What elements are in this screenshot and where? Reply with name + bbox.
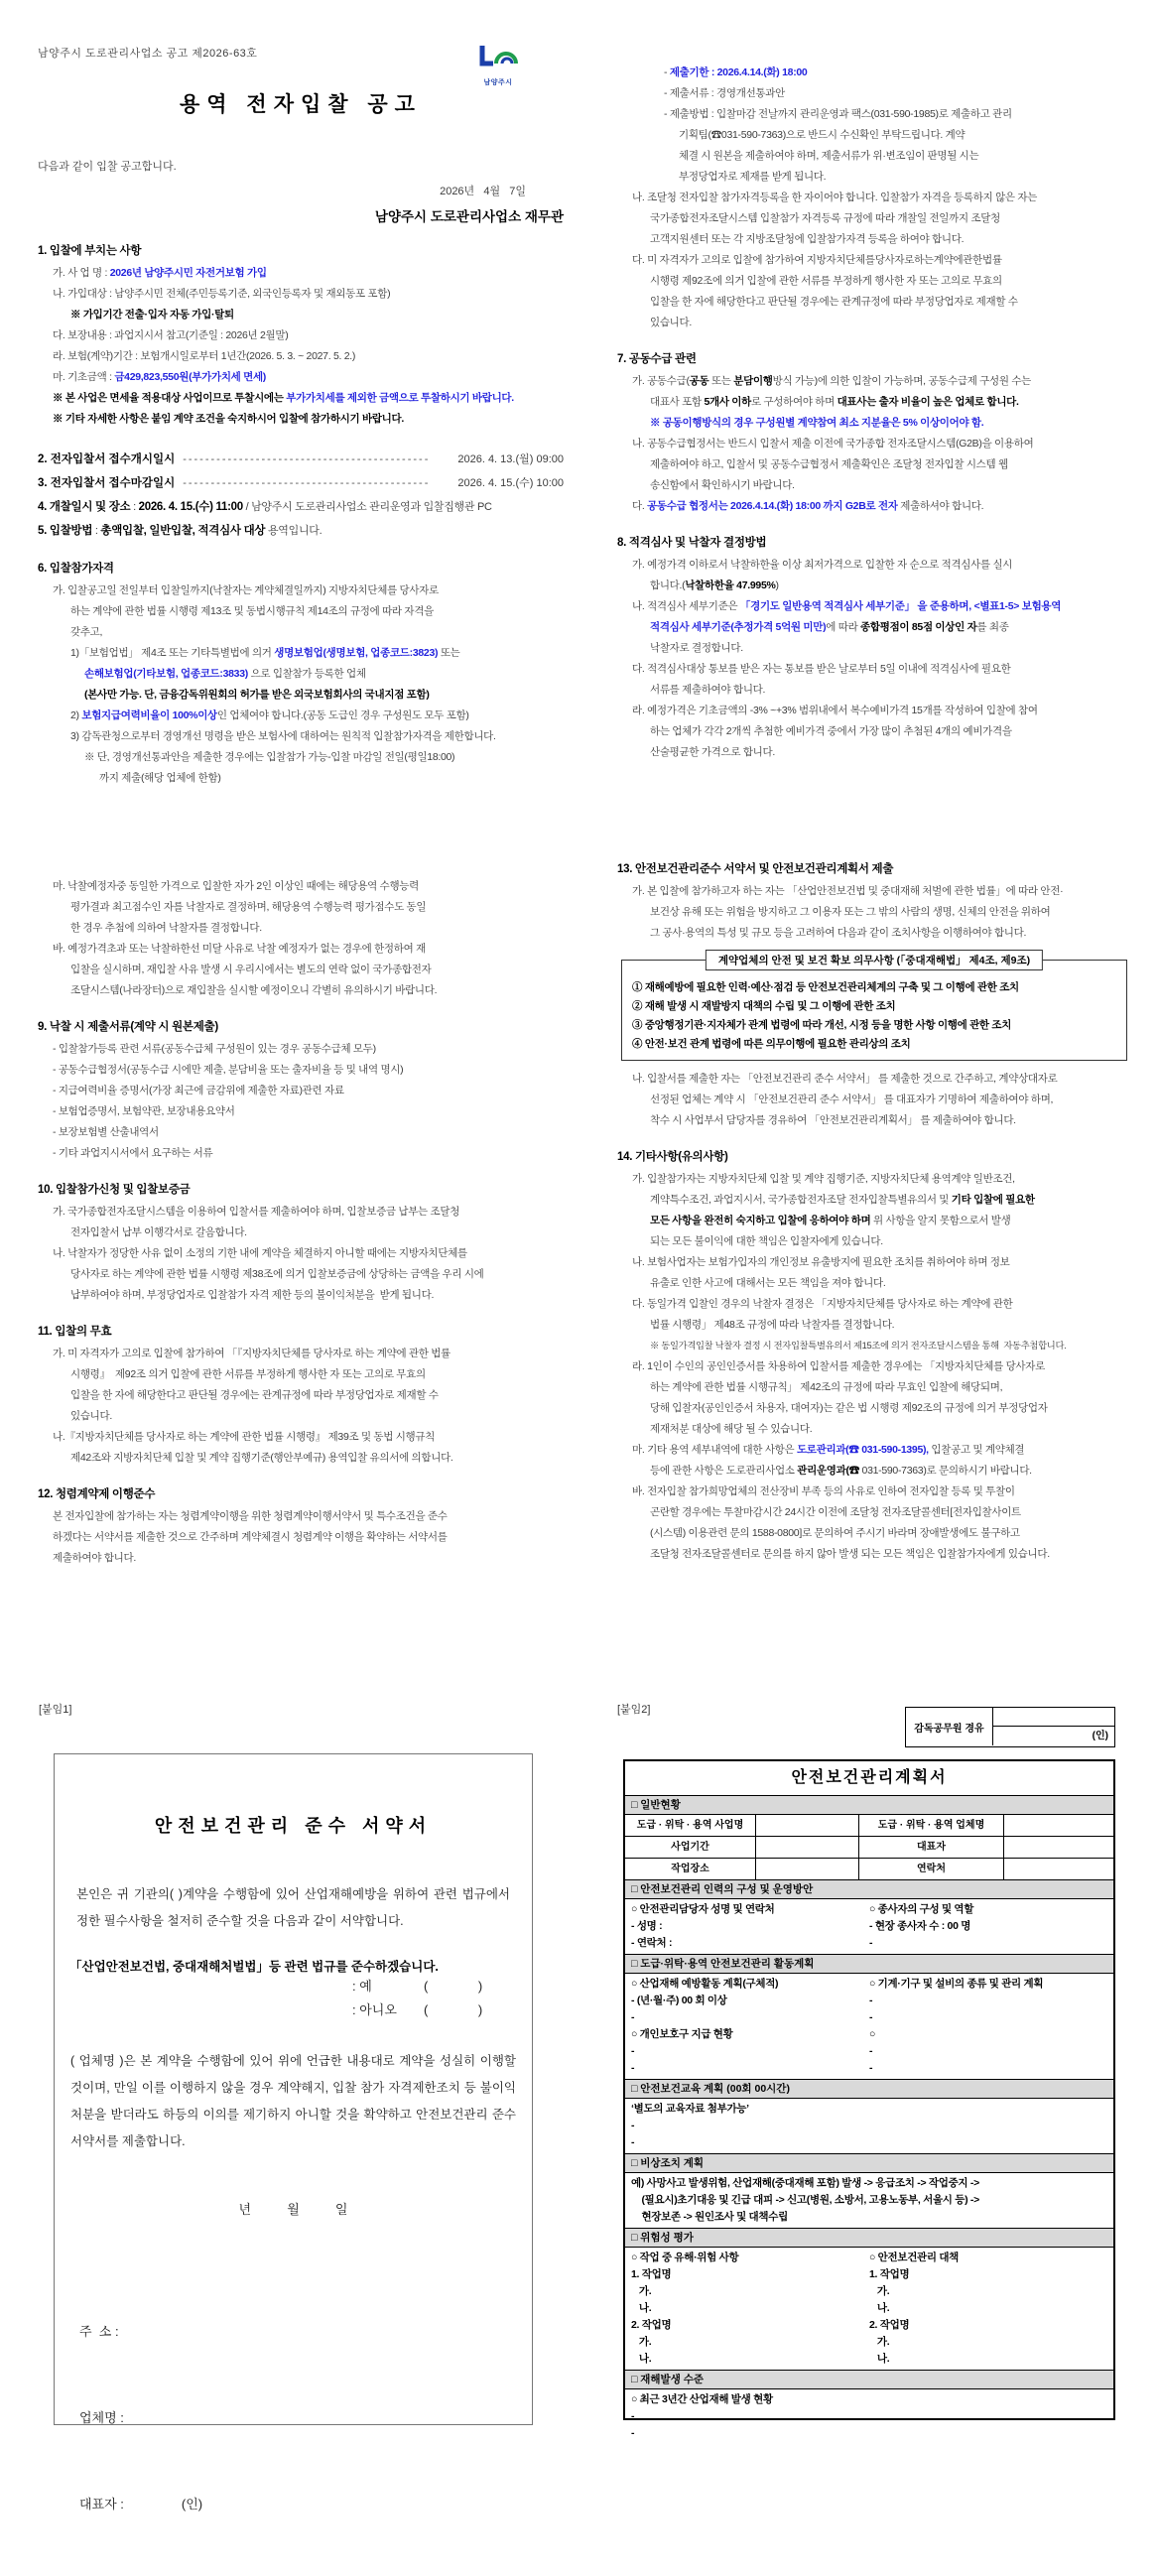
ceo-line: [79, 2490, 532, 2518]
pledge-law-line: 「산업안전보건법, 중대재해처벌법」등 관련 법규를 준수하겠습니다.: [69, 1960, 439, 1974]
plan-section-header: □ 위험성 평가: [625, 2229, 1113, 2248]
text-line: 가. 예정가격 이하로서 낙찰하한율 이상 최저가격으로 입찰한 자 순으로 적격심사를 실시: [632, 559, 1013, 571]
text-line: 대표사 포함 5개사 이하로 구성하여야 하며 대표사는 출자 비율이 높은 업체로 합니다.: [650, 396, 1019, 408]
text-line: 선정된 업체는 계약 시 「안전보건관리 준수 서약서」 를 대표자가 기명하여 제출하여야 하며,: [650, 1094, 1054, 1105]
text-line: 있습니다.: [650, 317, 692, 328]
attachment2-label: [붙임2]: [617, 1704, 651, 1716]
pledge-paragraph-1: 본인은 귀 기관의( )계약을 수행함에 있어 산업재해예방을 위하여 관련 법규에서 정한 필수사항을 철저히 준수할 것을 다음과 같이 서약합니다.: [76, 1887, 510, 1928]
text-line: 나. 입찰서를 제출한 자는 「안전보건관리 준수 서약서」 를 제출한 것으로 간주하고, 계약상대자로: [632, 1073, 1058, 1085]
text-line: 유출로 인한 사고에 대해서는 모든 책임을 져야 합니다.: [650, 1277, 886, 1289]
left-column: [38, 45, 564, 1569]
text-line: 바. 예정가격초과 또는 낙찰하한선 미달 사유로 낙찰 예정자가 없는 경우에 한정하여 재: [53, 943, 426, 955]
text-line: 조달청 전자조달콜센터로 문의를 하지 않아 발생 되는 모든 책임은 입찰참가자에게 있습니다.: [650, 1548, 1050, 1560]
plan-line: 나.: [869, 2302, 890, 2314]
text-line: 가. 입찰참가자는 지방자치단체 입찰 및 계약 집행기준, 지방자치단체 용역계약 일반조건,: [632, 1173, 1015, 1185]
plan-line: -: [631, 2120, 635, 2131]
plan-line: 1. 작업명: [631, 2268, 672, 2280]
text-line: 하는 계약에 관한 법률 시행규칙」 제42조의 규정에 따라 무효인 입찰에 해당되며,: [650, 1381, 1003, 1393]
yes-label: : 예: [352, 1979, 372, 1994]
plan-line: -: [631, 2427, 635, 2439]
text-line: ※ 동일가격입찰 낙찰자 결정 시 전자입찰특별유의서 제15조에 의거 전자조달시스템을 통해 자동추첨합니다.: [650, 1341, 1067, 1351]
section-heading: 7. 공동수급 관련: [617, 353, 697, 365]
text-line: 다. 동일가격 입찰인 경우의 낙찰자 결정은 「지방자치단체를 당사자로 하는 계약에 관한: [632, 1298, 1013, 1310]
plan-column: [869, 1976, 1107, 2077]
seal-mark: (인): [181, 2497, 203, 2512]
text-line: 모든 사항을 완전히 숙지하고 입찰에 응하여야 하며 위 사항을 알지 못함으로서 발생: [650, 1215, 1011, 1226]
plan-field-value: [1004, 1815, 1113, 1837]
intro-line: 다음과 같이 입찰 공고합니다.: [38, 161, 177, 173]
plan-line: -: [869, 1937, 873, 1949]
plan-line: 2. 작업명: [869, 2319, 910, 2331]
plan-field-label: 대표자: [859, 1837, 1004, 1859]
section-heading: 13. 안전보건관리준수 서약서 및 안전보건관리계획서 제출: [617, 863, 894, 875]
plan-sections: [625, 1880, 1113, 2444]
text-line: 제42조와 지방자치단체 입찰 및 계약 집행기준(행안부예규) 용역입찰 유의서에 의합니다.: [70, 1452, 453, 1464]
plan-line: -: [631, 2045, 635, 2057]
issuer-name: 남양주시 도로관리사업소 재무관: [374, 209, 564, 224]
plan-line: 나.: [869, 2353, 890, 2365]
plan-column: [869, 2250, 1107, 2368]
plan-line: 가.: [869, 2336, 890, 2348]
plan-section-content: [625, 2389, 1113, 2444]
document-title: 용역 전자입찰 공고: [180, 93, 422, 116]
text-line: - 제출방법 : 입찰마감 전날까지 관리운영과 팩스(031-590-1985)로 제출하고 관리: [664, 108, 1012, 120]
plan-title: 안전보건관리계획서: [625, 1761, 1113, 1796]
pledge-no-row: [352, 1998, 532, 2022]
pledge-date-line: 년 월 일: [238, 2202, 348, 2217]
plan-line: 나.: [631, 2353, 652, 2365]
schedule-part: --------------------------------------------: [183, 477, 431, 489]
company-line: 업체명 :: [79, 2410, 124, 2425]
plan-line: -: [631, 2011, 635, 2023]
text-line: 평가결과 최고점수인 자를 낙찰자로 결정하며, 해당용역 수행능력 평가점수도 동일: [70, 901, 427, 913]
plan-line: -: [631, 2410, 635, 2422]
text-line: 등에 관한 사항은 도로관리사업소 관리운영과(☎ 031-590-7363)로 문의하시기 바랍니다.: [650, 1465, 1032, 1477]
plan-field-label: 사업기간: [625, 1837, 756, 1859]
plan-section-header: □ 재해발생 수준: [625, 2371, 1113, 2389]
left-column-body: [38, 240, 564, 1569]
text-line: 한 경우 추첨에 의하여 낙찰자를 결정합니다.: [70, 922, 262, 934]
section-heading: 14. 기타사항(유의사항): [617, 1151, 728, 1163]
text-line: 나. 보험사업자는 보험가입자의 개인정보 유출방지에 필요한 조치를 취하여야 하며 정보: [632, 1256, 1010, 1268]
pledge-title: 안전보건관리 준수 서약서: [154, 1816, 433, 1836]
text-line: 2) 보험지급여력비율이 100%이상인 업체여야 합니다.(공동 도급인 경우 구성원도 모두 포함): [70, 709, 469, 721]
plan-line: 1. 작업명: [869, 2268, 910, 2280]
plan-field-value: [1004, 1859, 1113, 1880]
address-line: 주 소 :: [79, 2324, 119, 2339]
text-line: 가. 국가종합전자조달시스템을 이용하여 입찰서를 제출하여야 하며, 입찰보증금 납부는 조달청: [53, 1206, 460, 1218]
text-line: 산술평균한 가격으로 합니다.: [650, 746, 775, 758]
schedule-row: [38, 448, 564, 471]
plan-line: 현장보존 -> 원인조사 및 대책수립: [631, 2211, 788, 2223]
text-line: 가. 입찰공고일 전일부터 입찰일까지(낙찰자는 계약체결일까지) 지방자치단체를 당사자로: [53, 584, 439, 596]
section-heading: 1. 입찰에 부치는 사항: [38, 245, 142, 257]
plan-section-content: [625, 2173, 1113, 2229]
text-line: 계약특수조건, 과업지시서, 국가종합전자조달 전자입찰특별유의서 및 기타 입찰에 필요한: [650, 1194, 1035, 1206]
text-line: 낙찰자로 결정합니다.: [650, 642, 743, 654]
plan-line: ○ 최근 3년간 산업재해 발생 현황: [631, 2393, 773, 2405]
text-line: - 입찰참가등록 관련 서류(공동수급체 구성원이 있는 경우 공동수급체 모두): [53, 1043, 376, 1055]
text-line: 하는 업체가 각각 2개씩 추첨한 예비가격 중에서 가장 많이 추첨된 4개의 예비가격을: [650, 725, 1012, 737]
duty-box-title: 계약업체의 안전 및 보건 확보 의무사항 (「중대재해법」 제4조, 제9조): [706, 950, 1043, 970]
schedule-part: --------------------------------------------: [183, 453, 431, 465]
text-line: 다. 적격심사대상 통보를 받은 자는 통보를 받은 날로부터 5일 이내에 적격심사에 필요한: [632, 663, 1011, 675]
schedule-part: 3. 전자입찰서 접수마감일시: [38, 477, 176, 489]
plan-field-label: 도급 · 위탁 · 용역 업체명: [859, 1815, 1004, 1837]
text-line: 제출하여야 합니다.: [53, 1552, 136, 1564]
plan-line: 나.: [631, 2302, 652, 2314]
plan-field-value: [756, 1859, 859, 1880]
supervisor-label: 감독공무원 경유: [906, 1708, 993, 1745]
text-line: - 보험업증명서, 보험약관, 보장내용요약서: [53, 1105, 235, 1117]
text-line: 제출하여야 하고, 입찰서 및 공동수급협정서 제출확인은 조달청 전자입찰 시스템 웹: [650, 458, 1008, 470]
plan-line: 가.: [631, 2336, 652, 2348]
text-line: 입찰을 한 자에 해당한다고 판단될 경우에는 관계규정에 따라 부정당업자로 제재할 수: [650, 296, 1018, 308]
text-line: 법률 시행령」 제48조 규정에 따라 낙찰자를 결정합니다.: [650, 1319, 895, 1331]
section-heading: 9. 낙찰 시 제출서류(계약 시 원본제출): [38, 1021, 218, 1033]
section-heading: 8. 적격심사 및 낙찰자 결정방법: [617, 537, 767, 549]
text-line: 하는 계약에 관한 법률 시행령 제13조 및 동법시행규칙 제14조의 규정에 따라 자격을: [70, 605, 434, 617]
plan-field-label: 작업장소: [625, 1859, 756, 1880]
plan-section-header: □ 도급·위탁·용역 안전보건관리 활동계획: [625, 1955, 1113, 1974]
text-line: 라. 보험(계약)기간 : 보험개시일로부터 1년간(2026. 5. 3. ~ 2027. 5. 2.): [53, 350, 356, 362]
duty-item: ① 재해예방에 필요한 인력·예산·점검 등 안전보건관리체계의 구축 및 그 이행에 관한 조치: [632, 981, 1019, 993]
text-line: (시스템) 이용관련 문의 1588-0800]로 문의하여 주시기 바라며 장애발생에도 불구하고: [650, 1527, 1020, 1539]
text-line: ※ 단, 경영개선통과안을 제출한 경우에는 입찰참가 가능-입찰 마감일 전일(평일18:00): [84, 751, 455, 763]
stamp-empty-cell: [993, 1708, 1114, 1727]
plan-line: -: [869, 2011, 873, 2023]
text-line: 부정당업자로 제재를 받게 됩니다.: [679, 171, 827, 183]
plan-box: [623, 1759, 1115, 2439]
plan-line: ○ 산업재해 예방활동 계획(구체적): [631, 1978, 779, 1990]
text-line: 나. 적격심사 세부기준은 「경기도 일반용역 적격심사 세부기준」 을 준용하며, <별표1-5> 보험용역: [632, 600, 1062, 612]
no-blank-field: ( ): [424, 2002, 483, 2017]
section-heading: 11. 입찰의 무효: [38, 1326, 112, 1338]
stamp-seal-cell: (인): [1092, 1731, 1108, 1741]
text-line: 마. 낙찰예정자중 동일한 가격으로 입찰한 자가 2인 이상인 때에는 해당용역 수행능력: [53, 880, 419, 892]
text-line: 하겠다는 서약서를 제출한 것으로 간주하며 계약체결시 청렴계약 이행을 확약하는 서약서를: [53, 1531, 448, 1543]
plan-field-value: [1004, 1837, 1113, 1859]
text-line: 입찰을 한 자에 해당한다고 판단될 경우에는 관계규정에 따라 부정당업자로 제재할 수: [70, 1389, 439, 1401]
schedule-part: 2. 전자입찰서 접수개시일시: [38, 453, 176, 465]
text-line: 마. 기초금액 : 금429,823,550원(부가가치세 면세): [53, 371, 267, 383]
text-line: 당사자로 하는 계약에 관한 법률 시행령 제38조에 의거 입찰보증금에 상당하는 금액을 우리 시에: [70, 1268, 484, 1280]
text-line: 곤란할 경우에는 투찰마감시간 24시간 이전에 조달청 전자조달콜센터[전자입찰사이트: [650, 1506, 1021, 1518]
plan-line: (필요시)초기대응 및 긴급 대피 -> 신고(병원, 소방서, 고용노동부, 서울시 등) ->: [631, 2194, 979, 2206]
plan-section-content: [625, 1899, 1113, 1955]
plan-line: -: [631, 2136, 635, 2148]
text-line: 입찰을 실시하며, 재입찰 사유 발생 시 우리시에서는 별도의 연락 없이 국가종합전자: [70, 964, 432, 975]
text-line: 5. 입찰방법 : 총액입찰, 일반입찰, 적격심사 대상 용역입니다.: [38, 525, 322, 537]
attachment1-label: [붙임1]: [39, 1704, 72, 1716]
text-line: 기획팀(☎031-590-7363)으로 반드시 수신확인 부탁드립니다. 계약: [679, 129, 966, 141]
text-line: 체결 시 원본을 제출하여야 하며, 제출서류가 위·변조임이 판명될 시는: [679, 150, 979, 162]
plan-line: - 성명 :: [631, 1920, 663, 1932]
text-line: 당해 입찰자(공인인증서 차용자, 대여자)는 같은 법 시행령 제92조의 규정에 의거 부정당업자: [650, 1402, 1048, 1414]
text-line: 나. 낙찰자가 정당한 사유 없이 소정의 기한 내에 계약을 체결하지 아니할 때에는 지방자치단체를: [53, 1247, 467, 1259]
plan-line: - (년·월·주) 00 회 이상: [631, 1995, 727, 2006]
text-line: ※ 공동이행방식의 경우 구성원별 계약참여 최소 지분율은 5% 이상이어야 함.: [650, 417, 984, 429]
text-line: 손해보험업(기타보험, 업종코드:3833) 으로 입찰참가 등록한 업체: [84, 668, 366, 680]
text-line: 시행령』 제92조 의거 입찰에 관한 서류를 부정하게 행사한 자 또는 고의로 무효의: [70, 1368, 426, 1380]
plan-general-table: [625, 1815, 1113, 1880]
text-line: 나. 조달청 전자입찰 참가자격등록을 한 자이어야 합니다. 입찰참가 자격을 등록하지 않은 자는: [632, 192, 1038, 203]
plan-section-content: [625, 2099, 1113, 2154]
text-line: 있습니다.: [70, 1410, 112, 1422]
notice-number: 남양주시 도로관리사업소 공고 제2026-63호: [38, 48, 258, 60]
text-line: 서류를 제출하여야 합니다.: [650, 684, 766, 696]
duty-item: ③ 중앙행정기관·지자체가 관계 법령에 따라 개선, 시정 등을 명한 사항 이행에 관한 조치: [632, 1019, 1012, 1031]
text-line: - 보장보험별 산출내역서: [53, 1126, 159, 1138]
text-line: ※ 본 사업은 면세율 적용대상 사업이므로 투찰시에는 부가가치세를 제외한 금액으로 투찰하시기 바랍니다.: [53, 392, 514, 404]
text-line: 나. 공동수급협정서는 반드시 입찰서 제출 이전에 국가종합 전자조달시스템(G2B)을 이용하여: [632, 438, 1034, 450]
plan-line: ○ 기계·기구 및 설비의 종류 및 관리 계획: [869, 1978, 1044, 1990]
text-line: 적격심사 세부기준(추정가격 5억원 미만)에 따라 종합평점이 85점 이상인 자를 최종: [650, 621, 1009, 633]
plan-section-header: □ 안전보건관리 인력의 구성 및 운영방안: [625, 1880, 1113, 1899]
plan-line: 가.: [631, 2285, 652, 2297]
plan-field-label: 도급 · 위탁 · 용역 사업명: [625, 1815, 756, 1837]
plan-section-content: [625, 2248, 1113, 2371]
plan-column: [631, 2250, 869, 2368]
text-line: 가. 사 업 명 : 2026년 남양주시민 자전거보험 가입: [53, 267, 267, 279]
text-line: 가. 공동수급(공동 또는 분담이행방식 가능)에 의한 입찰이 가능하며, 공동수급제 구성원 수는: [632, 375, 1032, 387]
yes-blank-field: ( ): [424, 1979, 483, 1994]
text-line: 고객지원센터 또는 각 지방조달청에 입찰참가자격 등록을 하여야 합니다.: [650, 233, 965, 245]
text-line: - 제출기한 : 2026.4.14.(화) 18:00: [664, 66, 808, 78]
plan-field-label: 연락처: [859, 1859, 1004, 1880]
plan-column: [631, 1976, 869, 2077]
text-line: - 공동수급협정서(공동수급 시에만 제출, 분담비율 또는 출자비율 등 및 내역 명시): [53, 1064, 404, 1076]
plan-line: -: [631, 2062, 635, 2074]
schedule-row: [38, 471, 564, 495]
plan-general-header: □ 일반현황: [625, 1796, 1113, 1815]
plan-column: [869, 1901, 1107, 1952]
text-line: 제재처분 대상에 해당 될 수 있습니다.: [650, 1423, 813, 1435]
text-line: 갖추고,: [70, 626, 103, 638]
text-line: 송신함에서 확인하시기 바랍니다.: [650, 479, 795, 491]
text-line: 전자입찰서 납부 이행각서로 갈음합니다.: [70, 1226, 247, 1238]
ceo-label: 대표자 :: [79, 2497, 124, 2512]
text-line: 4. 개찰일시 및 장소 : 2026. 4. 15.(수) 11:00 / 남양주시 도로관리사업소 관리운영과 입찰집행관 PC: [38, 501, 492, 513]
plan-column: [631, 1901, 869, 1952]
plan-line: ‘별도의 교육자료 첨부가능’: [631, 2103, 749, 2115]
text-line: 나. 가입대상 : 남양주시민 전체(주민등록기준, 외국인등록자 및 재외동포 포함): [53, 288, 391, 300]
plan-line: 예) 사망사고 발생위험, 산업재해(중대재해 포함) 발생 -> 응급조치 -> 작업중지 ->: [631, 2177, 979, 2189]
pledge-signature-block: [79, 2259, 532, 2576]
text-line: 합니다.(낙찰하한율 47.995%): [650, 580, 779, 591]
plan-line: -: [869, 1995, 873, 2006]
pledge-yes-row: [352, 1975, 532, 1998]
plan-line: ○ 작업 중 유해·위험 사항: [631, 2252, 739, 2263]
text-line: 3) 감독관청으로부터 경영개선 명령을 받은 보험사에 대하여는 원칙적 입찰참가자격을 제한합니다.: [70, 730, 496, 742]
pledge-box: [54, 1753, 533, 2512]
text-line: - 제출서류 : 경영개선통과안: [664, 87, 785, 99]
text-line: 라. 예정가격은 기초금액의 -3% ~+3% 범위내에서 복수예비가격 15개를 작성하여 입찰에 참여: [632, 705, 1038, 716]
right-column: [617, 45, 1129, 1565]
section-heading: 6. 입찰참가자격: [38, 563, 114, 575]
text-line: 납부하여야 하며, 부정당업자로 입찰참가 자격 제한 등의 불이익처분을 받게 됩니다.: [70, 1289, 435, 1301]
plan-line: -: [869, 2045, 873, 2057]
plan-line: ○ 개인보호구 지급 현황: [631, 2028, 733, 2040]
plan-field-value: [756, 1837, 859, 1859]
plan-section-header: □ 비상조치 계획: [625, 2154, 1113, 2173]
pledge-paragraph-2: ( 업체명 )은 본 계약을 수행함에 있어 위에 언급한 내용대로 계약을 성실히 이행할 것이며, 만일 이를 이행하지 않을 경우 계약해지, 입찰 참가 자격제한조치 등 불이익 처분을 받더라도 하등의 이의를 제기하지 아니할 것을 확약하고 안전보건관리 준수서약서를 제출합니다.: [70, 2054, 516, 2148]
no-label: : 아니오: [352, 2002, 397, 2017]
text-line: 국가종합전자조달시스템 입찰참가 자격등록 규정에 따라 개찰일 전일까지 조달청: [650, 212, 1000, 224]
text-line: 라. 1인이 수인의 공인인증서를 차용하여 입찰서를 제출한 경우에는 「지방자치단체를 당사자로: [632, 1360, 1045, 1372]
plan-line: - 연락처 :: [631, 1937, 673, 1949]
text-line: 그 공사·용역의 특성 및 규모 등을 고려하여 다음과 같이 조치사항을 이행하여야 합니다.: [650, 927, 1027, 939]
text-line: 착수 시 사업부서 담당자를 경유하여 「안전보건관리계획서」 를 제출하여야 합니다.: [650, 1114, 1016, 1126]
text-line: - 지급여력비율 증명서(가장 최근에 금감위에 제출한 자료)관련 자료: [53, 1085, 344, 1096]
plan-line: 가.: [869, 2285, 890, 2297]
text-line: 본 전자입찰에 참가하는 자는 청렴계약이행을 위한 청렴계약이행서약서 및 특수조건을 준수: [53, 1510, 448, 1522]
text-line: 가. 본 입찰에 참가하고자 하는 자는 「산업안전보건법 및 중대재해 처벌에 관한 법률」에 따라 안전·: [632, 885, 1064, 897]
plan-line: 2. 작업명: [631, 2319, 672, 2331]
text-line: ※ 가입기간 전출·입자 자동 가입·탈퇴: [70, 309, 234, 321]
duty-item: ④ 안전·보건 관계 법령에 따른 의무이행에 필요한 관리상의 조치: [632, 1038, 911, 1050]
city-logo-text: 남양주시: [483, 79, 513, 86]
text-line: 까지 제출(해당 업체에 한함): [99, 772, 221, 784]
plan-section-content: [625, 1974, 1113, 2080]
text-line: 되는 모든 불이익에 대한 책임은 입찰자에게 있습니다.: [650, 1235, 883, 1247]
schedule-part: 2026. 4. 13.(월) 09:00: [457, 453, 564, 465]
section-heading: 12. 청렴계약제 이행준수: [38, 1488, 156, 1500]
duty-box: [621, 955, 1127, 1061]
announce-date: 2026년 4월 7일: [440, 186, 526, 197]
plan-line: ○ 안전보건관리 대책: [869, 2252, 960, 2263]
duty-item: ② 재해 발생 시 재발방지 대책의 수립 및 그 이행에 관한 조치: [632, 1000, 896, 1012]
text-line: 다. 미 자격자가 고의로 입찰에 참가하여 지방자치단체를당사자로하는계약에관한법률: [632, 254, 1002, 266]
text-line: 마. 기타 용역 세부내역에 대한 사항은 도로관리과(☎ 031-590-1395), 입찰공고 및 계약체결: [632, 1444, 1025, 1456]
plan-field-value: [756, 1815, 859, 1837]
text-line: - 기타 과업지시서에서 요구하는 서류: [53, 1147, 213, 1159]
plan-line: -: [869, 2062, 873, 2074]
plan-line: - 현장 종사자 수 : 00 명: [869, 1920, 971, 1932]
text-line: 보건상 유해 또는 위험을 방지하고 그 이용자 또는 그 밖의 사람의 생명, 신체의 안전을 위하여: [650, 906, 1051, 918]
text-line: 나.『지방자치단체를 당사자로 하는 계약에 관한 법률 시행령』 제39조 및 동법 시행규칙: [53, 1431, 436, 1443]
text-line: 가. 미 자격자가 고의로 입찰에 참가하여 「『지방자치단체를 당사자로 하는 계약에 관한 법률: [53, 1348, 451, 1359]
text-line: 다. 공동수급 협정서는 2026.4.14.(화) 18:00 까지 G2B로 전자 제출하셔야 합니다.: [632, 500, 984, 512]
plan-section-header: □ 안전보건교육 계획 (00회 00시간): [625, 2080, 1113, 2099]
plan-line: ○: [869, 2028, 876, 2040]
text-line: 다. 보장내용 : 과업지시서 참고(기준일 : 2026년 2월말): [53, 329, 289, 341]
right-column-body: [617, 63, 1129, 1565]
section-heading: 10. 입찰참가신청 및 입찰보증금: [38, 1184, 191, 1196]
text-line: 1)「보험업법」 제4조 또는 기타특별법에 의거 생명보험업(생명보험, 업종코드:3823) 또는: [70, 647, 460, 659]
plan-line: ○ 안전관리담당자 성명 및 연락처: [631, 1903, 775, 1915]
text-line: ※ 기타 자세한 사항은 붙임 계약 조건을 숙지하시어 입찰에 참가하시기 바랍니다.: [53, 413, 404, 425]
plan-line: ○ 종사자의 구성 및 역할: [869, 1903, 974, 1915]
text-line: 시행령 제92조에 의거 입찰에 관한 서류를 부정하게 행사한 자 또는 고의로 무효의: [650, 275, 1002, 287]
text-line: 조달시스템(나라장터)으로 재입찰을 실시할 예정이오니 각별히 유의하시기 바랍니다.: [70, 984, 438, 996]
text-line: 바. 전자입찰 참가희망업체의 전산장비 부족 등의 사유로 인하여 전자입찰 등록 및 투찰이: [632, 1485, 1015, 1497]
text-line: (본사만 가능. 단, 금융감독위원회의 허가를 받은 외국보험회사의 국내지점 포함): [84, 689, 430, 701]
schedule-part: 2026. 4. 15.(수) 10:00: [457, 477, 564, 489]
supervisor-stamp-box: [905, 1707, 1115, 1747]
